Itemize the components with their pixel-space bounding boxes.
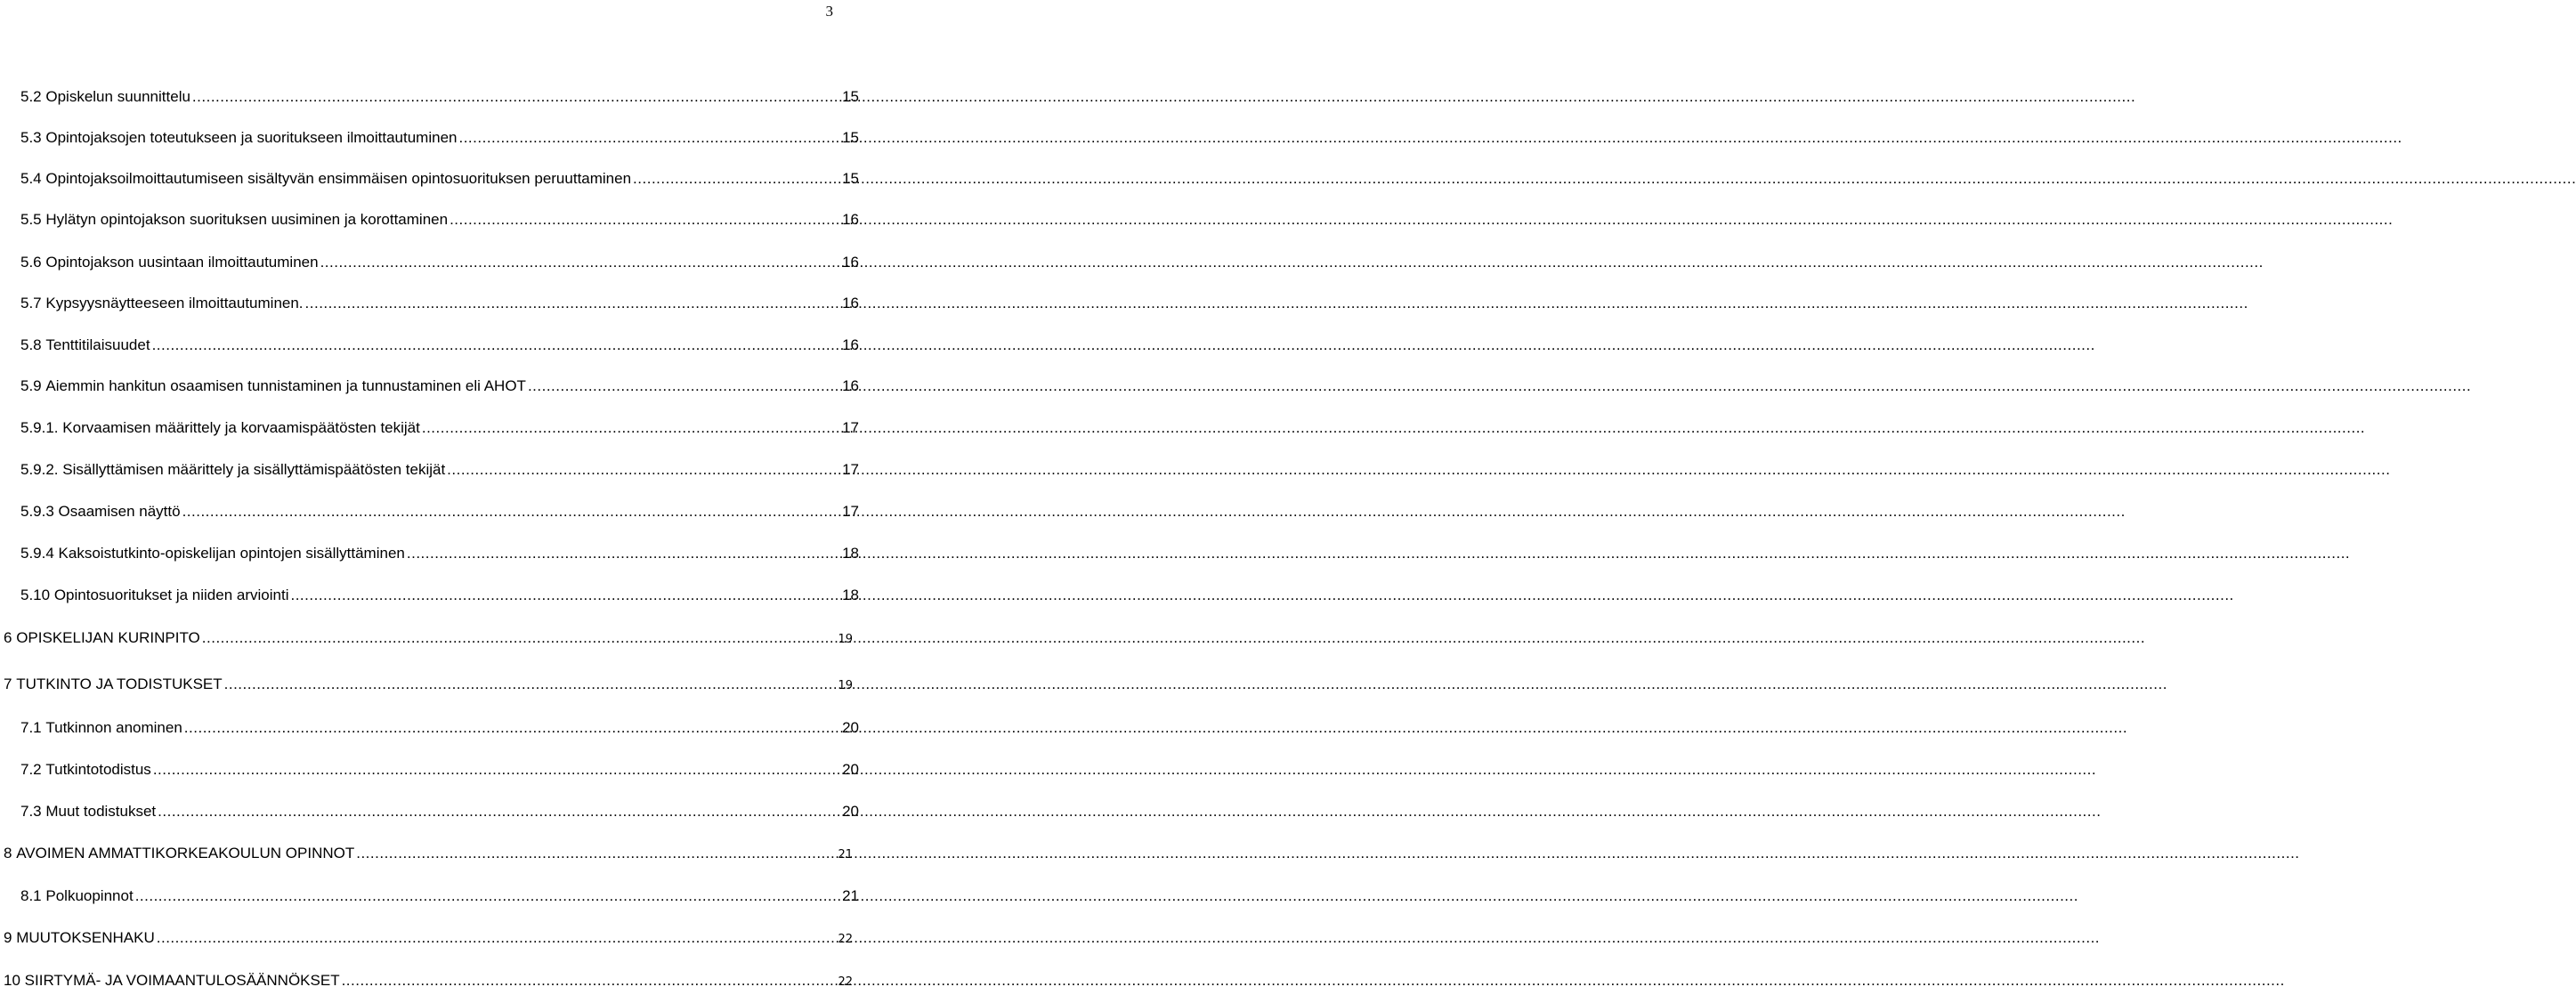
toc-entry-5-6[interactable] (20, 250, 859, 275)
toc-entry-page: 17 (842, 461, 859, 478)
toc-entry-page: 16 (842, 336, 859, 353)
toc-entry-page: 16 (842, 211, 859, 228)
toc-entry-title: Tutkinnon anominen (45, 719, 182, 736)
toc-leader-dots (633, 166, 840, 191)
toc-entry-title: Opintojakson uusintaan ilmoittautuminen (45, 254, 319, 271)
toc-entry-title: MUUTOKSENHAKU (16, 929, 155, 946)
toc-entry-number: 7.2 (20, 761, 42, 778)
toc-entry-7[interactable] (4, 672, 853, 697)
toc-entry-number: 8 (4, 845, 12, 862)
toc-entry-page: 17 (842, 419, 859, 436)
toc-leader-dots (202, 626, 837, 651)
toc-entry-5-5[interactable] (20, 207, 859, 232)
toc-entry-9[interactable] (4, 926, 853, 951)
toc-entry-7-1[interactable] (20, 716, 859, 740)
toc-leader-dots (407, 541, 840, 566)
toc-entry-title: AVOIMEN AMMATTIKORKEAKOULUN OPINNOT (16, 845, 355, 862)
toc-entry-title: Aiemmin hankitun osaamisen tunnistaminen ja tunnustaminen eli AHOT (45, 377, 526, 394)
toc-leader-dots (135, 884, 840, 909)
toc-entry-number: 7.3 (20, 803, 42, 820)
toc-entry-5-9-3[interactable] (20, 499, 859, 524)
toc-entry-title: Opintojaksoilmoittautumiseen sisältyvän ensimmäisen opintosuorituksen peruuttaminen (45, 170, 632, 187)
toc-entry-title: Sisällyttämisen määrittely ja sisällyttämispäätösten tekijät (62, 461, 446, 478)
toc-entry-page: 20 (842, 803, 859, 820)
toc-entry-page: 22 (838, 975, 853, 989)
toc-entry-page: 20 (842, 761, 859, 778)
toc-leader-dots (158, 799, 840, 824)
toc-entry-title: TUTKINTO JA TODISTUKSET (16, 675, 223, 692)
toc-entry-number: 5.9.3 (20, 503, 54, 520)
toc-entry-page: 19 (838, 679, 853, 692)
toc-entry-title: Tutkintotodistus (45, 761, 151, 778)
toc-entry-number: 5.9.1. (20, 419, 59, 436)
toc-entry-number: 5.6 (20, 254, 42, 271)
toc-entry-7-3[interactable] (20, 799, 859, 824)
toc-entry-title: OPISKELIJAN KURINPITO (16, 629, 200, 646)
toc-entry-title: Hylätyn opintojakson suorituksen uusiminen ja korottaminen (45, 211, 449, 228)
toc-leader-dots (422, 416, 840, 441)
toc-entry-page: 16 (842, 254, 859, 271)
toc-leader-dots (342, 968, 837, 993)
toc-entry-5-9[interactable] (20, 374, 859, 399)
toc-entry-title: SIIRTYMÄ- JA VOIMAANTULOSÄÄNNÖKSET (24, 972, 340, 989)
toc-entry-number: 7.1 (20, 719, 42, 736)
toc-entry-page: 15 (842, 88, 859, 105)
toc-entry-title: Kypsyysnäytteeseen ilmoittautuminen. (45, 295, 304, 311)
toc-leader-dots (157, 926, 837, 951)
toc-entry-10[interactable] (4, 968, 853, 993)
page-number: 3 (825, 3, 833, 20)
toc-entry-page: 18 (842, 545, 859, 562)
toc-entry-page: 20 (842, 719, 859, 736)
toc-entry-5-9-1[interactable] (20, 416, 859, 441)
table-of-contents (0, 0, 859, 993)
toc-entry-page: 21 (838, 848, 853, 862)
toc-entry-5-7[interactable] (20, 291, 859, 316)
toc-entry-number: 9 (4, 929, 12, 946)
toc-entry-number: 10 (4, 972, 20, 989)
toc-leader-dots (528, 374, 840, 399)
toc-entry-number: 5.5 (20, 211, 42, 228)
toc-entry-page: 18 (842, 586, 859, 603)
toc-leader-dots (450, 207, 840, 232)
toc-entry-title: Opiskelun suunnittelu (45, 88, 190, 105)
toc-entry-page: 19 (838, 633, 853, 646)
toc-entry-number: 5.3 (20, 129, 42, 146)
toc-entry-number: 5.2 (20, 88, 42, 105)
toc-entry-5-10[interactable] (20, 583, 859, 608)
toc-entry-5-9-4[interactable] (20, 541, 859, 566)
toc-entry-number: 5.9.2. (20, 461, 59, 478)
toc-entry-page: 22 (838, 933, 853, 946)
toc-entry-title: Polkuopinnot (45, 887, 134, 904)
toc-entry-5-3[interactable] (20, 125, 859, 150)
toc-entry-title: Korvaamisen määrittely ja korvaamispäätösten tekijät (62, 419, 420, 436)
toc-leader-dots (356, 841, 836, 866)
toc-entry-number: 6 (4, 629, 12, 646)
toc-leader-dots (320, 250, 841, 275)
toc-leader-dots (290, 583, 840, 608)
toc-entry-page: 16 (842, 295, 859, 311)
toc-leader-dots (305, 291, 841, 316)
toc-entry-page: 15 (842, 170, 859, 187)
toc-entry-number: 5.7 (20, 295, 42, 311)
toc-entry-8-1[interactable] (20, 884, 859, 909)
toc-leader-dots (192, 85, 840, 109)
toc-leader-dots (458, 125, 840, 150)
toc-entry-7-2[interactable] (20, 757, 859, 782)
toc-entry-number: 5.10 (20, 586, 51, 603)
toc-entry-title: Muut todistukset (45, 803, 157, 820)
toc-entry-number: 7 (4, 675, 12, 692)
toc-entry-title: Tenttitilaisuudet (45, 336, 150, 353)
toc-entry-title: Kaksoistutkinto-opiskelijan opintojen sisällyttäminen (58, 545, 405, 562)
toc-leader-dots (153, 757, 840, 782)
toc-entry-5-8[interactable] (20, 333, 859, 358)
toc-entry-5-2[interactable] (20, 85, 859, 109)
toc-entry-number: 5.9.4 (20, 545, 54, 562)
toc-entry-page: 15 (842, 129, 859, 146)
toc-entry-number: 8.1 (20, 887, 42, 904)
toc-entry-5-4[interactable] (20, 166, 859, 191)
toc-entry-6[interactable] (4, 626, 853, 651)
toc-leader-dots (224, 672, 837, 697)
toc-leader-dots (152, 333, 841, 358)
toc-entry-page: 21 (842, 887, 859, 904)
toc-entry-5-9-2[interactable] (20, 457, 859, 482)
toc-entry-8[interactable] (4, 841, 853, 866)
toc-leader-dots (184, 716, 840, 740)
toc-entry-title: Opintosuoritukset ja niiden arviointi (53, 586, 289, 603)
toc-leader-dots (182, 499, 841, 524)
toc-entry-title: Opintojaksojen toteutukseen ja suoritukseen ilmoittautuminen (45, 129, 458, 146)
toc-entry-number: 5.9 (20, 377, 42, 394)
toc-leader-dots (447, 457, 840, 482)
toc-entry-number: 5.8 (20, 336, 42, 353)
toc-entry-title: Osaamisen näyttö (58, 503, 181, 520)
toc-entry-page: 17 (842, 503, 859, 520)
toc-entry-number: 5.4 (20, 170, 42, 187)
toc-entry-page: 16 (842, 377, 859, 394)
